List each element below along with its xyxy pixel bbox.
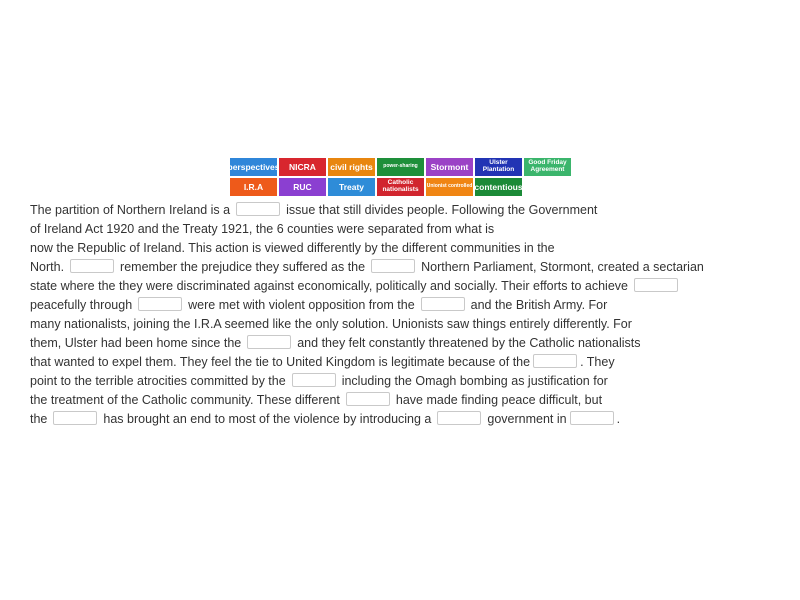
passage-line-9 (30, 353, 615, 372)
passage-text: and the British Army. For (470, 298, 608, 312)
passage-text: . (616, 412, 621, 426)
passage-line-8 (30, 334, 641, 353)
passage-line-10 (30, 372, 608, 391)
answer-blank-5[interactable] (138, 297, 182, 311)
answer-blank-2[interactable] (70, 259, 114, 273)
passage-line-6 (30, 296, 607, 315)
answer-blank-11[interactable] (53, 411, 97, 425)
passage-text: has brought an end to most of the violence by introducing a (103, 412, 432, 426)
passage-text: The partition of Northern Ireland is a (30, 203, 231, 217)
passage-line-5 (30, 277, 684, 296)
passage-text: . They (580, 355, 615, 369)
passage-line-11 (30, 391, 602, 410)
passage-text: remember the prejudice they suffered as the (120, 260, 366, 274)
answer-blank-12[interactable] (437, 411, 481, 425)
word-tile-civil-rights[interactable]: civil rights (328, 158, 375, 176)
passage-line-4 (30, 258, 704, 277)
passage-text: of Ireland Act 1920 and the Treaty 1921, the 6 counties were separated from what is (30, 222, 495, 236)
word-tile-unionist-controlled[interactable]: Unionist controlled (426, 178, 473, 196)
passage-text: state where the they were discriminated against economically, politically and socially. Their efforts to achieve (30, 279, 628, 293)
answer-blank-3[interactable] (371, 259, 415, 273)
word-tile-contentious[interactable]: contentious (475, 178, 522, 196)
passage-text: them, Ulster had been home since the (30, 336, 242, 350)
passage-text: that wanted to expel them. They feel the tie to United Kingdom is legitimate because of the (30, 355, 531, 369)
passage-line-12 (30, 410, 620, 429)
word-tile-catholic-nationalists[interactable]: Catholic nationalists (377, 178, 424, 196)
passage-text: issue that still divides people. Following the Government (286, 203, 598, 217)
passage-text: were met with violent opposition from the (188, 298, 415, 312)
word-tile-treaty[interactable]: Treaty (328, 178, 375, 196)
answer-blank-1[interactable] (236, 202, 280, 216)
word-bank (227, 158, 570, 198)
passage-text: the (30, 412, 48, 426)
answer-blank-7[interactable] (247, 335, 291, 349)
word-tile-good-friday-agreement[interactable]: Good Friday Agreement (524, 158, 571, 176)
answer-blank-10[interactable] (346, 392, 390, 406)
passage-text: now the Republic of Ireland. This action is viewed differently by the different communities in the (30, 241, 555, 255)
passage-text: many nationalists, joining the I.R.A seemed like the only solution. Unionists saw things entirely differently. For (30, 317, 632, 331)
word-tile-stormont[interactable]: Stormont (426, 158, 473, 176)
passage-line-7 (30, 315, 632, 334)
word-tile-power-sharing[interactable]: power-sharing (377, 158, 424, 176)
answer-blank-6[interactable] (421, 297, 465, 311)
word-tile-ulster-plantation[interactable]: Ulster Plantation (475, 158, 522, 176)
word-tile-perspectives[interactable]: perspectives (230, 158, 277, 176)
answer-blank-8[interactable] (533, 354, 577, 368)
passage-text: peacefully through (30, 298, 133, 312)
passage-line-1 (30, 201, 597, 220)
word-tile-ruc[interactable]: RUC (279, 178, 326, 196)
answer-blank-4[interactable] (634, 278, 678, 292)
passage-text: point to the terrible atrocities committed by the (30, 374, 286, 388)
passage-text: North. (30, 260, 65, 274)
passage-text: including the Omagh bombing as justification for (341, 374, 608, 388)
passage-text: government in (487, 412, 567, 426)
passage-text: Northern Parliament, Stormont, created a sectarian (421, 260, 704, 274)
answer-blank-13[interactable] (570, 411, 614, 425)
passage-text: have made finding peace difficult, but (395, 393, 603, 407)
passage-text: the treatment of the Catholic community. These different (30, 393, 340, 407)
answer-blank-9[interactable] (292, 373, 336, 387)
word-tile-ira[interactable]: I.R.A (230, 178, 277, 196)
passage-line-3 (30, 239, 555, 258)
passage-text: and they felt constantly threatened by the Catholic nationalists (297, 336, 641, 350)
passage-line-2 (30, 220, 494, 239)
word-tile-nicra[interactable]: NICRA (279, 158, 326, 176)
